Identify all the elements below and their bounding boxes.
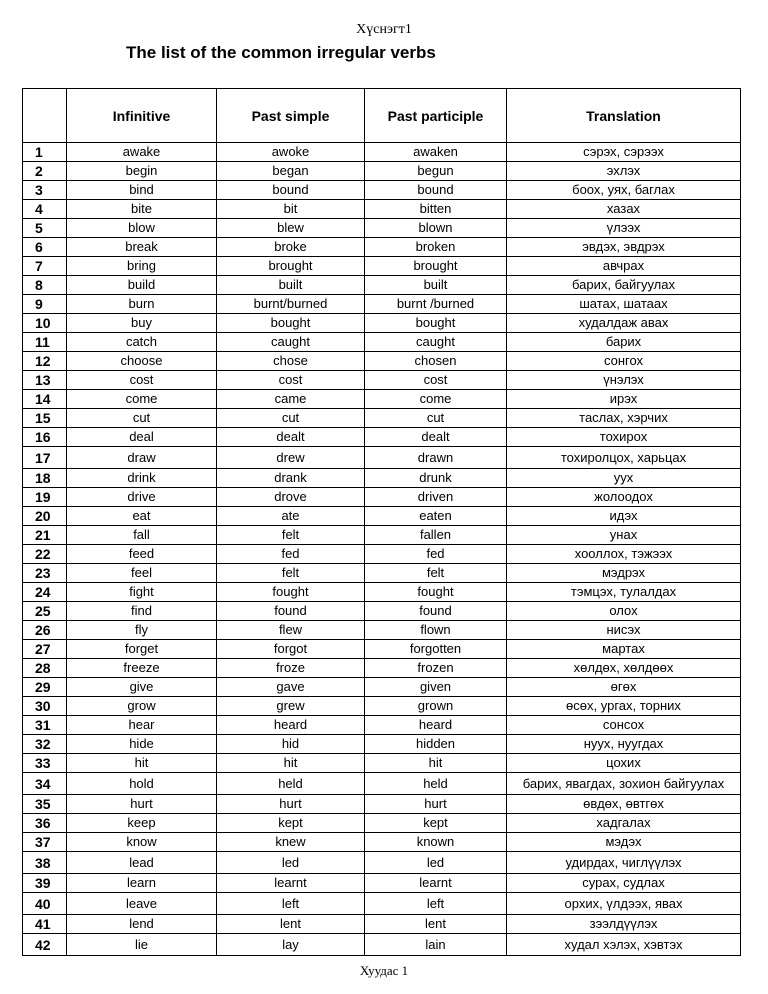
row-number: 5: [23, 219, 67, 238]
table-row: [23, 200, 741, 219]
row-number: 38: [23, 852, 67, 874]
past-simple-cell: hid: [217, 735, 365, 754]
table-row: [23, 276, 741, 295]
past-participle-cell: felt: [365, 564, 507, 583]
table-row: [23, 833, 741, 852]
row-number: 27: [23, 640, 67, 659]
past-simple-cell: led: [217, 852, 365, 874]
past-participle-cell: hurt: [365, 795, 507, 814]
past-participle-cell: fallen: [365, 526, 507, 545]
infinitive-cell: fall: [67, 526, 217, 545]
row-number: 31: [23, 716, 67, 735]
row-number: 3: [23, 181, 67, 200]
past-participle-cell: built: [365, 276, 507, 295]
table-header-row: [23, 89, 741, 143]
table-row: [23, 428, 741, 447]
page-footer: Хуудас 1: [359, 963, 409, 978]
table-row: [23, 814, 741, 833]
table-row: [23, 915, 741, 934]
row-number: 12: [23, 352, 67, 371]
past-participle-cell: drunk: [365, 469, 507, 488]
translation-cell: барих, явагдах, зохион байгуулах: [507, 773, 741, 795]
row-number: 42: [23, 934, 67, 956]
table-row: [23, 754, 741, 773]
row-number: 40: [23, 893, 67, 915]
past-participle-cell: broken: [365, 238, 507, 257]
translation-cell: унах: [507, 526, 741, 545]
table-row: [23, 447, 741, 469]
table-row: [23, 333, 741, 352]
translation-cell: мэдэх: [507, 833, 741, 852]
row-number: 8: [23, 276, 67, 295]
row-number: 30: [23, 697, 67, 716]
infinitive-cell: begin: [67, 162, 217, 181]
infinitive-cell: forget: [67, 640, 217, 659]
table-row: [23, 773, 741, 795]
table-row: [23, 488, 741, 507]
past-participle-cell: kept: [365, 814, 507, 833]
row-number: 41: [23, 915, 67, 934]
infinitive-cell: bind: [67, 181, 217, 200]
past-simple-cell: hit: [217, 754, 365, 773]
infinitive-cell: choose: [67, 352, 217, 371]
past-simple-cell: came: [217, 390, 365, 409]
table-row: [23, 390, 741, 409]
table-row: [23, 181, 741, 200]
past-participle-cell: drawn: [365, 447, 507, 469]
past-participle-cell: found: [365, 602, 507, 621]
translation-cell: сонгох: [507, 352, 741, 371]
page-header: Хүснэгт1: [356, 22, 412, 37]
table-row: [23, 352, 741, 371]
past-simple-cell: dealt: [217, 428, 365, 447]
translation-cell: мэдрэх: [507, 564, 741, 583]
translation-cell: барих: [507, 333, 741, 352]
translation-cell: сонсох: [507, 716, 741, 735]
past-simple-cell: bound: [217, 181, 365, 200]
past-simple-cell: knew: [217, 833, 365, 852]
past-simple-cell: bought: [217, 314, 365, 333]
infinitive-cell: find: [67, 602, 217, 621]
translation-cell: удирдах, чиглүүлэх: [507, 852, 741, 874]
past-simple-cell: awoke: [217, 143, 365, 162]
past-simple-cell: hurt: [217, 795, 365, 814]
translation-cell: сэрэх, сэрээх: [507, 143, 741, 162]
table-row: [23, 795, 741, 814]
row-number: 25: [23, 602, 67, 621]
infinitive-cell: feel: [67, 564, 217, 583]
row-number: 2: [23, 162, 67, 181]
past-participle-cell: given: [365, 678, 507, 697]
table-row: [23, 678, 741, 697]
infinitive-cell: drink: [67, 469, 217, 488]
row-number: 35: [23, 795, 67, 814]
table-row: [23, 526, 741, 545]
infinitive-cell: bite: [67, 200, 217, 219]
translation-cell: хадгалах: [507, 814, 741, 833]
infinitive-cell: lie: [67, 934, 217, 956]
infinitive-cell: buy: [67, 314, 217, 333]
translation-cell: эхлэх: [507, 162, 741, 181]
row-number: 22: [23, 545, 67, 564]
table-row: [23, 697, 741, 716]
column-header-translation: Translation: [507, 89, 741, 143]
infinitive-cell: learn: [67, 874, 217, 893]
row-number: 16: [23, 428, 67, 447]
table-row: [23, 162, 741, 181]
row-number: 10: [23, 314, 67, 333]
row-number: 29: [23, 678, 67, 697]
infinitive-cell: lend: [67, 915, 217, 934]
past-simple-cell: cost: [217, 371, 365, 390]
table-row: [23, 143, 741, 162]
past-participle-cell: bought: [365, 314, 507, 333]
infinitive-cell: catch: [67, 333, 217, 352]
infinitive-cell: come: [67, 390, 217, 409]
translation-cell: үнэлэх: [507, 371, 741, 390]
row-number: 4: [23, 200, 67, 219]
past-participle-cell: led: [365, 852, 507, 874]
row-number: 33: [23, 754, 67, 773]
table-row: [23, 602, 741, 621]
past-participle-cell: caught: [365, 333, 507, 352]
row-number: 6: [23, 238, 67, 257]
past-simple-cell: felt: [217, 526, 365, 545]
past-simple-cell: flew: [217, 621, 365, 640]
table-row: [23, 257, 741, 276]
past-simple-cell: ate: [217, 507, 365, 526]
translation-cell: барих, байгуулах: [507, 276, 741, 295]
table-row: [23, 295, 741, 314]
translation-cell: хөлдөх, хөлдөөх: [507, 659, 741, 678]
past-participle-cell: lain: [365, 934, 507, 956]
past-simple-cell: lent: [217, 915, 365, 934]
past-simple-cell: drank: [217, 469, 365, 488]
infinitive-cell: hit: [67, 754, 217, 773]
past-participle-cell: cut: [365, 409, 507, 428]
translation-cell: тохирох: [507, 428, 741, 447]
past-simple-cell: grew: [217, 697, 365, 716]
past-participle-cell: flown: [365, 621, 507, 640]
past-participle-cell: burnt /burned: [365, 295, 507, 314]
translation-cell: боох, уях, баглах: [507, 181, 741, 200]
translation-cell: сурах, судлах: [507, 874, 741, 893]
infinitive-cell: freeze: [67, 659, 217, 678]
translation-cell: олох: [507, 602, 741, 621]
row-number: 26: [23, 621, 67, 640]
translation-cell: зээлдүүлэх: [507, 915, 741, 934]
past-participle-cell: fought: [365, 583, 507, 602]
infinitive-cell: feed: [67, 545, 217, 564]
past-participle-cell: bitten: [365, 200, 507, 219]
infinitive-cell: build: [67, 276, 217, 295]
verbs-table: [22, 88, 741, 956]
translation-cell: орхих, үлдээх, явах: [507, 893, 741, 915]
translation-cell: ирэх: [507, 390, 741, 409]
past-simple-cell: began: [217, 162, 365, 181]
table-row: [23, 238, 741, 257]
table-row: [23, 735, 741, 754]
column-header-past-simple: Past simple: [217, 89, 365, 143]
translation-cell: шатах, шатаах: [507, 295, 741, 314]
translation-cell: авчрах: [507, 257, 741, 276]
column-header-infinitive: Infinitive: [67, 89, 217, 143]
row-number: 11: [23, 333, 67, 352]
row-number: 18: [23, 469, 67, 488]
column-header-number: [23, 89, 67, 143]
translation-cell: таслах, хэрчих: [507, 409, 741, 428]
past-simple-cell: bit: [217, 200, 365, 219]
row-number: 20: [23, 507, 67, 526]
infinitive-cell: eat: [67, 507, 217, 526]
past-simple-cell: felt: [217, 564, 365, 583]
past-simple-cell: cut: [217, 409, 365, 428]
infinitive-cell: draw: [67, 447, 217, 469]
translation-cell: өгөх: [507, 678, 741, 697]
row-number: 19: [23, 488, 67, 507]
row-number: 21: [23, 526, 67, 545]
past-simple-cell: kept: [217, 814, 365, 833]
past-simple-cell: heard: [217, 716, 365, 735]
past-participle-cell: fed: [365, 545, 507, 564]
past-simple-cell: left: [217, 893, 365, 915]
infinitive-cell: deal: [67, 428, 217, 447]
row-number: 7: [23, 257, 67, 276]
table-row: [23, 469, 741, 488]
row-number: 1: [23, 143, 67, 162]
past-participle-cell: brought: [365, 257, 507, 276]
past-participle-cell: hit: [365, 754, 507, 773]
table-row: [23, 893, 741, 915]
translation-cell: хооллох, тэжээх: [507, 545, 741, 564]
past-simple-cell: brought: [217, 257, 365, 276]
past-participle-cell: cost: [365, 371, 507, 390]
table-row: [23, 564, 741, 583]
past-participle-cell: eaten: [365, 507, 507, 526]
infinitive-cell: cost: [67, 371, 217, 390]
translation-cell: хазах: [507, 200, 741, 219]
infinitive-cell: know: [67, 833, 217, 852]
translation-cell: нуух, нуугдах: [507, 735, 741, 754]
infinitive-cell: burn: [67, 295, 217, 314]
past-simple-cell: forgot: [217, 640, 365, 659]
past-participle-cell: driven: [365, 488, 507, 507]
past-simple-cell: chose: [217, 352, 365, 371]
infinitive-cell: bring: [67, 257, 217, 276]
row-number: 32: [23, 735, 67, 754]
past-participle-cell: held: [365, 773, 507, 795]
row-number: 34: [23, 773, 67, 795]
translation-cell: худал хэлэх, хэвтэх: [507, 934, 741, 956]
infinitive-cell: fly: [67, 621, 217, 640]
translation-cell: үлээх: [507, 219, 741, 238]
past-participle-cell: lent: [365, 915, 507, 934]
infinitive-cell: hold: [67, 773, 217, 795]
row-number: 17: [23, 447, 67, 469]
infinitive-cell: hide: [67, 735, 217, 754]
translation-cell: жолоодох: [507, 488, 741, 507]
past-simple-cell: broke: [217, 238, 365, 257]
table-row: [23, 545, 741, 564]
table-row: [23, 409, 741, 428]
infinitive-cell: drive: [67, 488, 217, 507]
table-row: [23, 640, 741, 659]
translation-cell: тэмцэх, тулалдах: [507, 583, 741, 602]
past-participle-cell: chosen: [365, 352, 507, 371]
infinitive-cell: give: [67, 678, 217, 697]
table-row: [23, 219, 741, 238]
past-simple-cell: built: [217, 276, 365, 295]
row-number: 28: [23, 659, 67, 678]
infinitive-cell: blow: [67, 219, 217, 238]
past-participle-cell: known: [365, 833, 507, 852]
page-title: The list of the common irregular verbs: [126, 43, 436, 62]
translation-cell: өвдөх, өвтгөх: [507, 795, 741, 814]
row-number: 36: [23, 814, 67, 833]
past-simple-cell: fed: [217, 545, 365, 564]
row-number: 14: [23, 390, 67, 409]
past-participle-cell: forgotten: [365, 640, 507, 659]
infinitive-cell: lead: [67, 852, 217, 874]
translation-cell: мартах: [507, 640, 741, 659]
infinitive-cell: hurt: [67, 795, 217, 814]
past-participle-cell: begun: [365, 162, 507, 181]
translation-cell: уух: [507, 469, 741, 488]
row-number: 13: [23, 371, 67, 390]
past-simple-cell: lay: [217, 934, 365, 956]
table-row: [23, 716, 741, 735]
past-participle-cell: hidden: [365, 735, 507, 754]
past-simple-cell: burnt/burned: [217, 295, 365, 314]
infinitive-cell: leave: [67, 893, 217, 915]
past-simple-cell: caught: [217, 333, 365, 352]
infinitive-cell: keep: [67, 814, 217, 833]
past-participle-cell: blown: [365, 219, 507, 238]
past-participle-cell: awaken: [365, 143, 507, 162]
table-row: [23, 852, 741, 874]
infinitive-cell: awake: [67, 143, 217, 162]
table-row: [23, 371, 741, 390]
row-number: 39: [23, 874, 67, 893]
table-row: [23, 934, 741, 956]
past-simple-cell: drove: [217, 488, 365, 507]
row-number: 15: [23, 409, 67, 428]
past-participle-cell: come: [365, 390, 507, 409]
translation-cell: идэх: [507, 507, 741, 526]
translation-cell: нисэх: [507, 621, 741, 640]
past-participle-cell: dealt: [365, 428, 507, 447]
past-simple-cell: gave: [217, 678, 365, 697]
translation-cell: эвдэх, эвдрэх: [507, 238, 741, 257]
past-simple-cell: fought: [217, 583, 365, 602]
past-participle-cell: learnt: [365, 874, 507, 893]
row-number: 23: [23, 564, 67, 583]
table-row: [23, 583, 741, 602]
translation-cell: худалдаж авах: [507, 314, 741, 333]
past-participle-cell: left: [365, 893, 507, 915]
infinitive-cell: hear: [67, 716, 217, 735]
translation-cell: өсөх, ургах, торних: [507, 697, 741, 716]
table-row: [23, 659, 741, 678]
infinitive-cell: fight: [67, 583, 217, 602]
column-header-past-participle: Past participle: [365, 89, 507, 143]
row-number: 9: [23, 295, 67, 314]
past-simple-cell: drew: [217, 447, 365, 469]
past-simple-cell: froze: [217, 659, 365, 678]
translation-cell: тохиролцох, харьцах: [507, 447, 741, 469]
past-participle-cell: frozen: [365, 659, 507, 678]
row-number: 24: [23, 583, 67, 602]
past-simple-cell: held: [217, 773, 365, 795]
infinitive-cell: grow: [67, 697, 217, 716]
table-row: [23, 314, 741, 333]
translation-cell: цохих: [507, 754, 741, 773]
infinitive-cell: cut: [67, 409, 217, 428]
past-simple-cell: learnt: [217, 874, 365, 893]
past-simple-cell: blew: [217, 219, 365, 238]
infinitive-cell: break: [67, 238, 217, 257]
table-row: [23, 507, 741, 526]
past-simple-cell: found: [217, 602, 365, 621]
table-row: [23, 621, 741, 640]
past-participle-cell: grown: [365, 697, 507, 716]
past-participle-cell: heard: [365, 716, 507, 735]
past-participle-cell: bound: [365, 181, 507, 200]
row-number: 37: [23, 833, 67, 852]
table-row: [23, 874, 741, 893]
